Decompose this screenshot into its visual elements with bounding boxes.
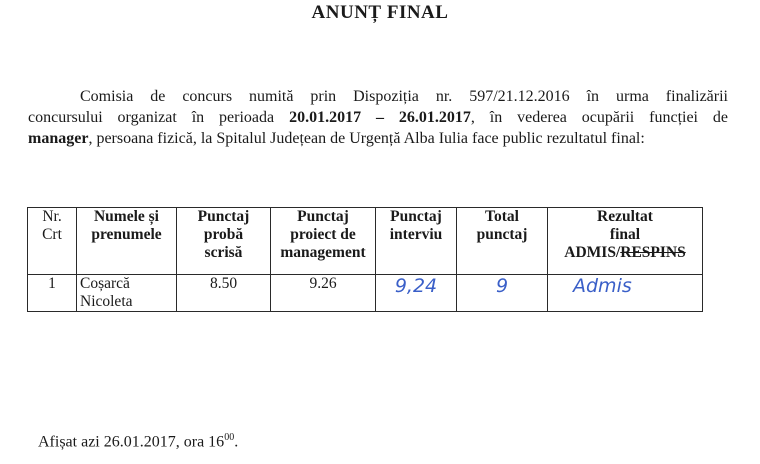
cell-text: Coșarcă (80, 275, 130, 292)
contest-period: 20.01.2017 – 26.01.2017 (289, 109, 471, 126)
results-table (27, 207, 703, 312)
header-text (551, 244, 699, 262)
posted-end: . (234, 433, 239, 451)
header-text: prenumele (91, 226, 162, 243)
paragraph-text: concursului organizat în perioada (28, 109, 290, 126)
header-text: Punctaj (197, 208, 250, 225)
cell-total (457, 275, 548, 312)
header-text: scrisă (204, 244, 243, 261)
handwritten-score: 9,24 (394, 275, 438, 297)
posted-time-superscript: 00 (224, 432, 235, 443)
cell-interviu (376, 275, 457, 312)
paragraph-line-1: Comisia de concurs numită prin Dispoziția nr. 597/21.12.2016 în urma finalizării (80, 88, 728, 105)
cell-text: Nicoleta (80, 293, 133, 310)
header-text: Crt (42, 226, 62, 243)
cell-rezultat (548, 275, 703, 312)
header-text: management (280, 244, 366, 261)
handwritten-total: 9 (495, 275, 509, 297)
header-nr (28, 208, 77, 275)
announcement-paragraph (28, 86, 728, 149)
header-text: Nr. (42, 208, 62, 225)
posted-date (38, 432, 238, 451)
paragraph-line-3 (28, 128, 728, 149)
position-title: manager (28, 130, 89, 147)
header-interviu (376, 208, 457, 275)
header-admis: ADMIS/ (564, 244, 621, 261)
cell-text: 9.26 (309, 275, 337, 292)
paragraph-line-2 (28, 107, 728, 128)
header-nume (77, 208, 177, 275)
cell-text: 8.50 (209, 275, 238, 292)
header-respins-struck: RESPINS (620, 244, 686, 261)
header-text: Total (485, 208, 519, 225)
header-proba-scrisa (177, 208, 271, 275)
header-rezultat (548, 208, 703, 275)
header-text: proiect de (290, 226, 356, 243)
header-text: Numele și (93, 208, 159, 225)
header-text: Rezultat (597, 208, 653, 225)
header-text: Punctaj (297, 208, 349, 225)
header-text: Punctaj (390, 208, 442, 225)
cell-proba-scrisa (177, 275, 271, 312)
header-total (457, 208, 548, 275)
handwritten-result: Admis (573, 275, 632, 297)
header-text: interviu (389, 226, 443, 243)
header-proiect (271, 208, 376, 275)
posted-text: Afișat azi 26.01.2017, ora 16 (38, 433, 225, 451)
cell-nr: 1 (28, 275, 77, 312)
cell-proiect (271, 275, 376, 312)
paragraph-text: , în vederea ocupării funcției de (470, 109, 729, 126)
page-title: ANUNȚ FINAL (311, 2, 449, 23)
header-text: final (609, 226, 641, 243)
table-row (28, 275, 703, 312)
paragraph-text: , persoana fizică, la Spitalul Județean de Urgență Alba Iulia face public rezultatul final: (88, 130, 645, 147)
header-text: probă (203, 226, 244, 243)
cell-nume (77, 275, 177, 312)
table-header-row (28, 208, 703, 275)
header-text: punctaj (476, 226, 528, 243)
